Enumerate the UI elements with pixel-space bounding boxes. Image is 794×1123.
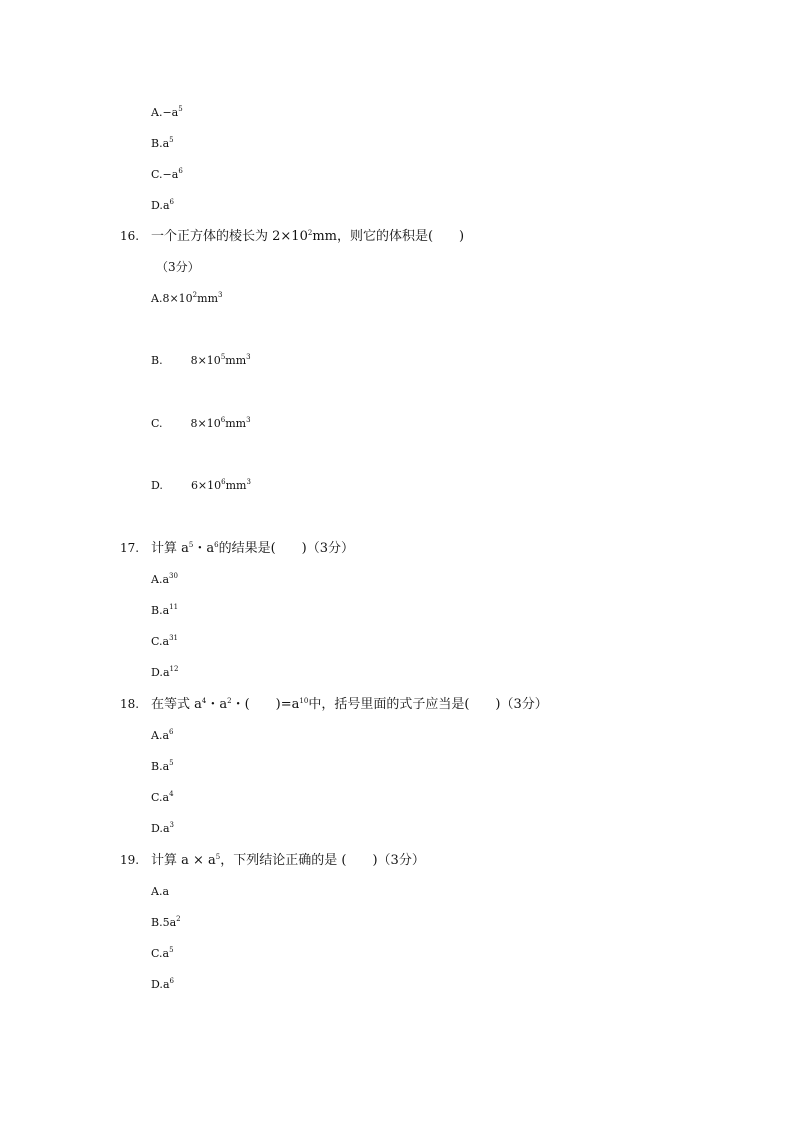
- q17-number: 17.: [120, 541, 140, 555]
- q15-option-d: $D.a^6$: [151, 198, 174, 212]
- q16-option-b: B. $8\times 10^5mm^3$: [151, 353, 251, 367]
- q18-option-c: $C.a^4$: [151, 790, 174, 804]
- q19-option-a: A.a: [151, 885, 170, 898]
- q19-option-b: $B.5a^2$: [151, 915, 181, 929]
- q15-option-a: $A.-a^5$: [151, 105, 183, 119]
- q15-option-c: $C.-a^6$: [151, 167, 183, 181]
- q15-option-b: $B.a^5$: [151, 136, 174, 150]
- q16-score: （3分）: [156, 260, 200, 274]
- q17-option-b: $B.a^{11}$: [151, 603, 179, 617]
- q19-option-c: $C.a^5$: [151, 946, 174, 960]
- q16-option-c: C. $8\times 10^6mm^3$: [151, 416, 251, 430]
- q18-option-b: $B.a^5$: [151, 759, 174, 773]
- q17-option-d: $D.a^{12}$: [151, 665, 179, 679]
- q16-stem: 16. 一个正方体的棱长为 $2\times 10^2mm$，则它的体积是( ): [120, 229, 465, 244]
- q19-stem: 19. 计算 $a \times a^5$，下列结论正确的是 ( )（3分）: [120, 853, 425, 868]
- q18-stem: 18. 在等式 $a^4$・$a^2$・( )$=a^{10}$中，括号里面的式子应当是( )（3分）: [120, 697, 548, 712]
- q18-option-d: $D.a^3$: [151, 821, 174, 835]
- q17-option-c: $C.a^{31}$: [151, 634, 179, 648]
- q16-option-d: D. $6\times 10^6mm^3$: [151, 478, 251, 492]
- q18-number: 18.: [120, 697, 140, 711]
- q16-number: 16.: [120, 229, 140, 243]
- q17-stem: 17. 计算 $a^5$・$a^6$的结果是( )（3分）: [120, 541, 355, 556]
- q17-option-a: $A.a^{30}$: [151, 572, 178, 586]
- q18-option-a: $A.a^6$: [151, 728, 174, 742]
- q19-option-d: $D.a^6$: [151, 977, 174, 991]
- q19-number: 19.: [120, 853, 140, 867]
- q16-option-a: $A.8\times 10^2mm^3$: [151, 291, 223, 305]
